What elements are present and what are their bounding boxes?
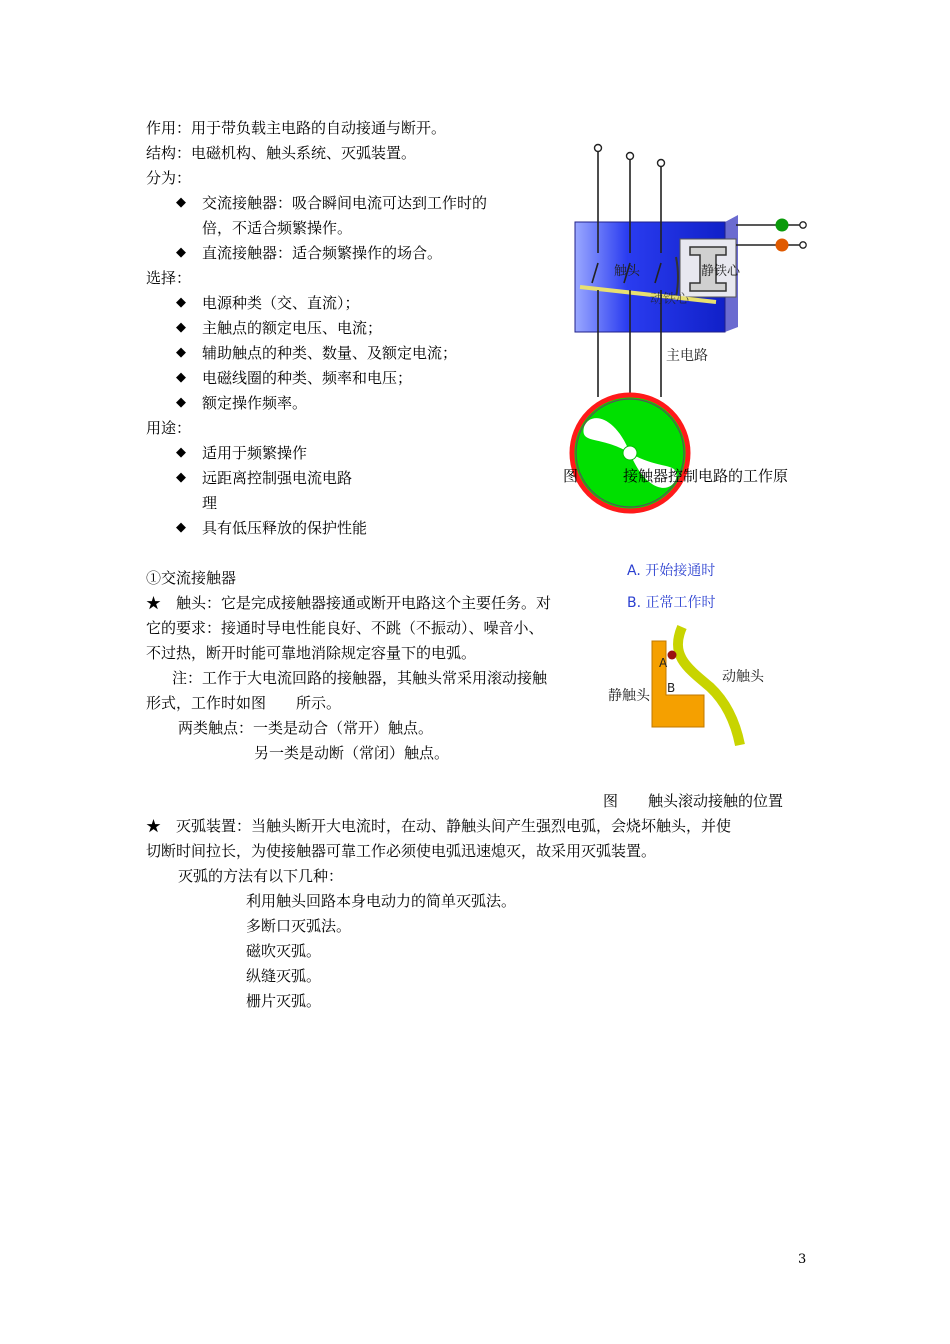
figure1-caption-a: 图	[563, 467, 579, 485]
arc-paragraph-line: ★ 灭弧装置：当触头断开大电流时，在动、静触头间产生强烈电弧，会烧坏触头，并使	[146, 817, 732, 835]
point-b-label: B	[667, 681, 676, 695]
contact-type-line: 另一类是动断（常闭）触点。	[254, 744, 450, 762]
categories-label: 分为：	[146, 169, 192, 187]
diamond-bullet-icon: ◆	[176, 445, 186, 460]
category-item-ac: 交流接触器：吸合瞬间电流可达到工作时的	[202, 194, 488, 212]
ac-note-line: 注：工作于大电流回路的接触器，其触头常采用滚动接触	[172, 669, 548, 687]
usage-item: 适用于频繁操作	[202, 444, 308, 462]
diamond-bullet-icon: ◆	[176, 345, 186, 360]
ac-note-line: 形式，工作时如图 所示。	[146, 694, 342, 712]
arc-method-item: 纵缝灭弧。	[246, 967, 322, 985]
orange-indicator-icon	[776, 239, 789, 252]
diamond-bullet-icon: ◆	[176, 395, 186, 410]
diamond-bullet-icon: ◆	[176, 370, 186, 385]
terminal-icon	[595, 145, 602, 152]
diamond-bullet-icon: ◆	[176, 245, 186, 260]
terminal-icon	[800, 242, 806, 248]
arc-method-item: 利用触头回路本身电动力的简单灭弧法。	[246, 892, 517, 910]
usage-label: 用途：	[146, 419, 192, 437]
static-core-label: 静铁心	[701, 264, 741, 279]
usage-item: 具有低压释放的保护性能	[202, 519, 368, 537]
terminal-icon	[800, 222, 806, 228]
terminal-icon	[658, 160, 665, 167]
green-indicator-icon	[776, 219, 789, 232]
selection-item: 辅助触点的种类、数量、及额定电流；	[202, 344, 458, 362]
static-contact-label: 静触头	[608, 688, 650, 704]
selection-item: 主触点的额定电压、电流；	[202, 319, 383, 337]
moving-core-label: 动铁心	[650, 292, 690, 307]
terminal-icon	[627, 153, 634, 160]
diamond-bullet-icon: ◆	[176, 295, 186, 310]
arc-method-item: 栅片灭弧。	[246, 992, 322, 1010]
diamond-bullet-icon: ◆	[176, 320, 186, 335]
category-item-ac-cont: 倍，不适合频繁操作。	[202, 219, 353, 237]
page-number: 3	[798, 1252, 807, 1267]
contact-label: 触头	[614, 264, 641, 279]
moving-contact-label: 动触头	[722, 669, 764, 685]
arc-paragraph-line: 切断时间拉长，为使接触器可靠工作必须使电弧迅速熄灭，故采用灭弧装置。	[146, 842, 657, 860]
structure-line: 结构：电磁机构、触头系统、灭弧装置。	[146, 144, 417, 162]
selection-item: 额定操作频率。	[202, 394, 308, 412]
ac-paragraph-line: ★ 触头：它是完成接触器接通或断开电路这个主要任务。对	[146, 594, 552, 612]
category-item-dc: 直流接触器：适合频繁操作的场合。	[202, 244, 443, 262]
figure2-caption: 图 触头滚动接触的位置	[603, 792, 784, 810]
main-circuit-label: 主电路	[666, 348, 708, 364]
usage-item-cont: 理	[202, 494, 218, 512]
purpose-line: 作用：用于带负载主电路的自动接通与断开。	[146, 119, 447, 137]
legend-a: A. 开始接通时	[627, 563, 716, 579]
diamond-bullet-icon: ◆	[176, 195, 186, 210]
figure1-caption-b: 接触器控制电路的工作原	[623, 467, 789, 485]
contact-type-line: 两类触点：一类是动合（常开）触点。	[178, 719, 434, 737]
selection-item: 电磁线圈的种类、频率和电压；	[202, 369, 413, 387]
ac-paragraph-line: 不过热，断开时能可靠地消除规定容量下的电弧。	[146, 644, 477, 662]
arc-method-item: 磁吹灭弧。	[246, 942, 322, 960]
contact-point-icon	[668, 651, 677, 660]
selection-item: 电源种类（交、直流）；	[202, 294, 360, 312]
ac-heading: ①交流接触器	[146, 569, 237, 587]
ac-paragraph-line: 它的要求：接通时导电性能良好、不跳（不振动）、噪音小、	[146, 619, 544, 637]
diamond-bullet-icon: ◆	[176, 520, 186, 535]
diamond-bullet-icon: ◆	[176, 470, 186, 485]
legend-b: B. 正常工作时	[627, 595, 716, 611]
arc-methods-label: 灭弧的方法有以下几种：	[178, 867, 344, 885]
rolling-contact-figure	[600, 555, 810, 755]
point-a-label: A	[659, 656, 668, 670]
usage-item: 远距离控制强电流电路	[202, 469, 353, 487]
selection-label: 选择：	[146, 269, 192, 287]
arc-method-item: 多断口灭弧法。	[246, 917, 352, 935]
